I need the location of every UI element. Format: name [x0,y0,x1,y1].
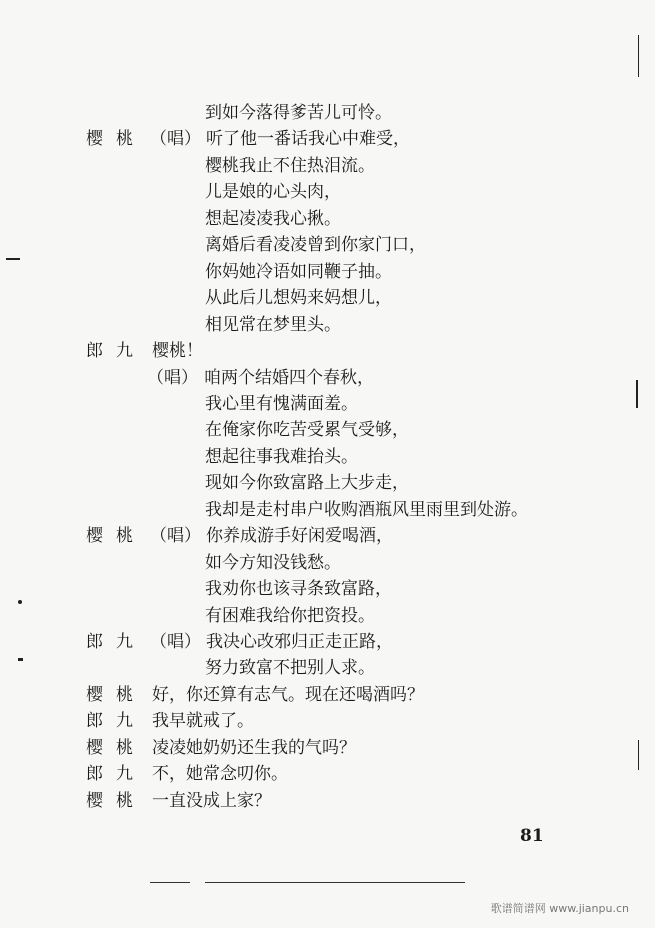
line-text: 凌凌她奶奶还生我的气吗？ [152,737,356,758]
line-text: 有困难我给你把资投。 [205,605,375,626]
edge-mark [636,380,638,408]
line-text: 听了他一番话我心中难受， [206,129,410,150]
sing-tag: （唱） [150,632,201,652]
speaker-name: 樱桃 [86,790,146,811]
sing-tag: （唱） [147,367,198,388]
line-text: 从此后儿想妈来妈想儿， [205,288,392,309]
line-text: 相见常在梦里头。 [205,314,341,335]
line-text: 我心里有愧满面羞。 [205,393,358,414]
speaker-name: 樱桃 [86,129,146,150]
line-text: 咱两个结婚四个春秋， [204,367,374,388]
page-number: 81 [520,826,544,846]
edge-mark [18,600,22,604]
edge-mark [18,658,23,661]
line-text: 你养成游手好闲爱喝酒， [206,526,393,547]
speaker-name: 郎九 [86,764,146,785]
edge-mark [6,258,20,260]
line-text: 我劝你也该寻条致富路， [205,579,392,600]
line-text: 到如今落得爹苦儿可怜。 [205,103,392,123]
speaker-name: 樱桃 [86,684,146,705]
line-text: 我却是走村串户收购酒瓶风里雨里到处游。 [205,499,528,520]
sing-tag: （唱） [150,129,201,150]
edge-mark [638,35,639,77]
line-text: 不，她常念叨你。 [152,764,288,785]
line-text: 在俺家你吃苦受累气受够， [205,420,409,441]
footer-rule [205,882,465,883]
speaker-name: 樱桃 [86,737,146,758]
line-text: 现如今你致富路上大步走， [205,473,409,494]
speaker-name: 郎九 [86,341,146,362]
footer-rule [150,882,190,883]
line-text: 一直没成上家？ [152,790,271,811]
line-text: 樱桃！ [152,341,203,362]
speaker-name: 郎九 [86,711,146,732]
line-text: 离婚后看凌凌曾到你家门口， [205,235,426,256]
line-text: 好，你还算有志气。现在还喝酒吗？ [152,684,424,705]
line-text: 如今方知没钱愁。 [205,552,341,573]
line-text: 你妈她冷语如同鞭子抽。 [205,261,392,282]
speaker-name: 郎九 [86,632,146,652]
line-text: 努力致富不把别人求。 [205,658,375,679]
line-text: 儿是娘的心头肉， [205,182,341,203]
sing-tag: （唱） [150,526,201,547]
speaker-name: 樱桃 [86,526,146,547]
line-text: 想起往事我难抬头。 [205,446,358,467]
line-text: 樱桃我止不住热泪流。 [205,155,375,176]
line-text: 想起凌凌我心揪。 [205,208,341,229]
line-text: 我早就戒了。 [152,711,254,732]
edge-mark [638,740,639,770]
line-text: 我决心改邪归正走正路， [206,632,393,652]
footer-watermark: 歌谱简谱网 www.jianpu.cn [490,902,629,915]
